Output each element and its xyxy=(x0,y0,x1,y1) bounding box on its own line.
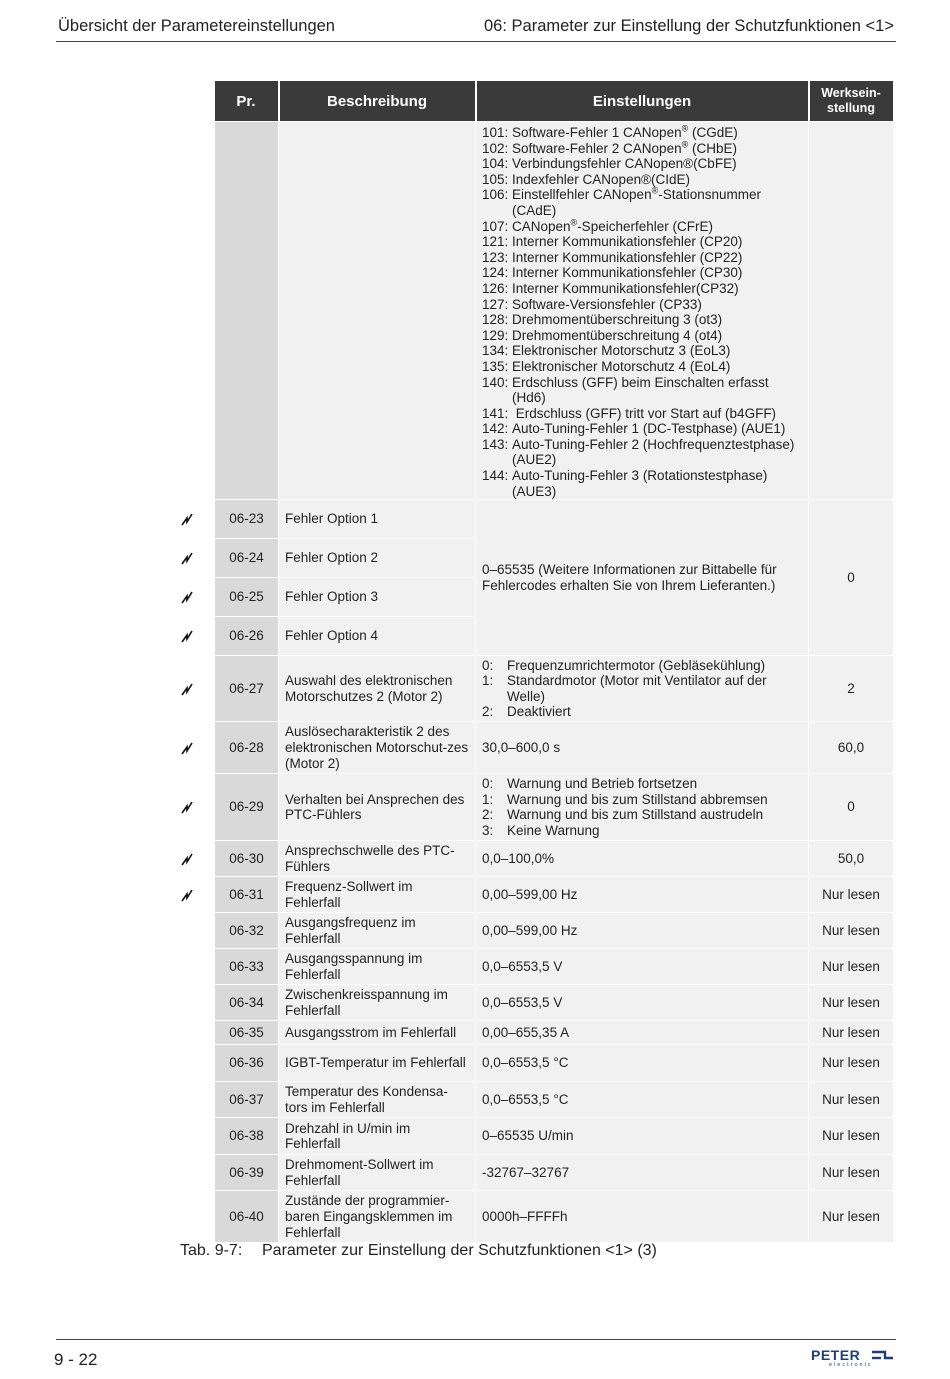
ws-cell: Nur lesen xyxy=(809,985,894,1021)
table-row xyxy=(215,1118,894,1155)
error-code-text xyxy=(512,468,802,499)
pr-cell xyxy=(215,985,279,1021)
pr-cell xyxy=(215,1155,279,1191)
error-code-text xyxy=(512,297,802,313)
desc-cell: Drehzahl in U/min im Fehlerfall xyxy=(279,1118,476,1155)
header-chapter-title: Übersicht der Parametereinstellungen xyxy=(58,17,335,35)
error-code-line xyxy=(482,297,802,313)
error-code-text-main: Verbindungsfehler CANopen®(CbFE) xyxy=(512,156,737,172)
pr-cell xyxy=(215,913,279,949)
pr-code: 06-36 xyxy=(229,1055,264,1071)
table-row xyxy=(215,1045,894,1082)
option-text: Warnung und bis zum Stillstand austrudeln xyxy=(507,807,764,823)
error-code-text-main: Drehmomentüberschreitung 3 (ot3) xyxy=(512,312,723,328)
error-code-number: 141: xyxy=(482,405,509,421)
error-code-text-main: Interner Kommunikationsfehler(CP32) xyxy=(512,280,739,296)
spark-icon xyxy=(179,851,195,867)
option-number: 0: xyxy=(482,776,494,792)
pr-cell xyxy=(215,949,279,985)
error-code-text xyxy=(512,281,802,297)
error-code-text-main: Auto-Tuning-Fehler 3 (Rotationstestphase) (AUE3) xyxy=(512,468,772,499)
error-code-number: 105: xyxy=(482,171,509,187)
error-code-text xyxy=(512,250,802,266)
table-row-error-codes xyxy=(215,122,894,500)
pr-code: 06-40 xyxy=(229,1208,264,1224)
spark-icon xyxy=(179,628,195,644)
error-code-line xyxy=(482,375,802,406)
ws-cell: 60,0 xyxy=(809,722,894,774)
error-code-list xyxy=(476,122,809,500)
settings-cell: 0,0–6553,5 V xyxy=(476,985,809,1021)
error-code-line xyxy=(482,250,802,266)
registered-mark: ® xyxy=(681,139,689,150)
error-code-line xyxy=(482,468,802,499)
error-code-text-suffix: (CHbE) xyxy=(688,140,737,156)
desc-cell: Ausgangsfrequenz im Fehlerfall xyxy=(279,913,476,949)
option-text: Warnung und Betrieb fortsetzen xyxy=(507,776,698,792)
header-section-title: 06: Parameter zur Einstellung der Schutzfunktionen <1> xyxy=(484,17,894,35)
desc-cell: Auswahl des elektronischen Motorschutzes 2 (Motor 2) xyxy=(279,656,476,722)
desc-cell: Frequenz-Sollwert im Fehlerfall xyxy=(279,877,476,913)
error-code-text xyxy=(512,343,802,359)
error-code-text xyxy=(512,312,802,328)
table-row xyxy=(215,656,894,722)
error-code-text xyxy=(512,265,802,281)
error-code-line xyxy=(482,312,802,328)
error-code-line xyxy=(482,125,802,141)
error-code-text-main: Auto-Tuning-Fehler 2 (Hochfrequenztestphase) (AUE2) xyxy=(512,436,799,468)
error-code-line xyxy=(482,156,802,172)
ws-cell-option-group: 0 xyxy=(809,500,894,656)
table-row xyxy=(215,722,894,774)
peter-electronic-logo xyxy=(811,1347,897,1369)
parameter-table xyxy=(214,81,895,1243)
error-code-text xyxy=(512,219,802,235)
desc-cell: Fehler Option 2 xyxy=(279,539,476,578)
error-code-line xyxy=(482,281,802,297)
desc-cell: Verhalten bei Ansprechen des PTC-Fühlers xyxy=(279,774,476,841)
desc-cell: Fehler Option 4 xyxy=(279,617,476,656)
pr-cell xyxy=(215,722,279,774)
pr-code: 06-37 xyxy=(229,1091,264,1107)
option-line xyxy=(482,658,802,674)
caption-text: Parameter zur Einstellung der Schutzfunktionen <1> (3) xyxy=(262,1242,657,1259)
desc-cell: Fehler Option 3 xyxy=(279,578,476,617)
settings-cell: 0000h–FFFFh xyxy=(476,1191,809,1243)
caption-number: Tab. 9-7: xyxy=(180,1242,243,1259)
settings-cell: 30,0–600,0 s xyxy=(476,722,809,774)
pr-cell xyxy=(215,1118,279,1155)
pr-code: 06-28 xyxy=(229,739,264,755)
logo-sub: electronic xyxy=(829,1362,873,1368)
error-code-text-main: CANopen xyxy=(512,218,571,234)
settings-cell: 0,00–599,00 Hz xyxy=(476,913,809,949)
registered-mark: ® xyxy=(570,217,578,228)
error-code-number: 127: xyxy=(482,296,509,312)
pr-code: 06-31 xyxy=(229,886,264,902)
pr-code: 06-38 xyxy=(229,1128,264,1144)
column-header-werkseinstellung xyxy=(809,81,894,122)
pr-code: 06-35 xyxy=(229,1024,264,1040)
table-row xyxy=(215,1155,894,1191)
settings-cell: -32767–32767 xyxy=(476,1155,809,1191)
error-code-number: 126: xyxy=(482,280,509,296)
error-code-line xyxy=(482,234,802,250)
error-code-text-suffix: -Stationsnummer (CAdE) xyxy=(512,187,762,218)
settings-cell: 0,0–6553,5 V xyxy=(476,949,809,985)
error-code-text-main: Einstellfehler CANopen xyxy=(512,187,652,203)
pr-code: 06-29 xyxy=(229,799,264,815)
error-code-text-main: Elektronischer Motorschutz 3 (EoL3) xyxy=(512,343,731,359)
table-row xyxy=(215,985,894,1021)
pr-code: 06-25 xyxy=(229,589,264,605)
error-code-line xyxy=(482,219,802,235)
column-header-pr: Pr. xyxy=(215,81,279,122)
error-code-text xyxy=(512,328,802,344)
error-code-number: 135: xyxy=(482,358,509,374)
error-code-text-main: Interner Kommunikationsfehler (CP30) xyxy=(512,265,743,281)
settings-cell xyxy=(476,656,809,722)
settings-cell: 0,0–6553,5 °C xyxy=(476,1045,809,1082)
footer-rule xyxy=(56,1339,896,1340)
error-code-text-main: Drehmomentüberschreitung 4 (ot4) xyxy=(512,327,723,343)
option-number: 2: xyxy=(482,807,494,823)
ws-cell: 50,0 xyxy=(809,841,894,877)
error-code-line xyxy=(482,172,802,188)
table-row xyxy=(215,500,894,539)
pr-code: 06-23 xyxy=(229,511,264,527)
error-code-text-suffix: (CGdE) xyxy=(688,125,738,140)
ws-cell: 2 xyxy=(809,656,894,722)
desc-cell: Ausgangsspannung im Fehlerfall xyxy=(279,949,476,985)
option-text: Frequenzumrichtermotor (Gebläsekühlung) xyxy=(507,657,766,673)
logo-mark-icon xyxy=(871,1350,895,1364)
option-text: Standardmotor (Motor mit Ventilator auf der Welle) xyxy=(507,673,767,704)
desc-cell: Ansprechschwelle des PTC-Fühlers xyxy=(279,841,476,877)
pr-cell xyxy=(215,1021,279,1045)
error-code-number: 121: xyxy=(482,234,509,250)
option-number: 1: xyxy=(482,673,494,689)
error-code-text-main: Software-Versionsfehler (CP33) xyxy=(512,296,702,312)
error-code-number: 140: xyxy=(482,374,509,390)
error-code-number: 124: xyxy=(482,265,509,281)
option-line xyxy=(482,776,802,792)
pr-cell xyxy=(215,500,279,539)
error-code-number: 144: xyxy=(482,468,509,484)
desc-cell: Auslösecharakteristik 2 des elektronischen Motorschut-zes (Motor 2) xyxy=(279,722,476,774)
pr-cell xyxy=(215,578,279,617)
desc-cell: Zustände der programmier-baren Eingangsklemmen im Fehlerfall xyxy=(279,1191,476,1243)
error-code-number: 102: xyxy=(482,140,509,156)
settings-cell: 0,0–100,0% xyxy=(476,841,809,877)
option-number: 3: xyxy=(482,822,494,838)
error-code-text xyxy=(512,359,802,375)
settings-cell-option-group: 0–65535 (Weitere Informationen zur Bittabelle für Fehlercodes erhalten Sie von Ihrem Lieferanten.) xyxy=(476,500,809,656)
error-code-number: 123: xyxy=(482,249,509,265)
error-code-text-main: Interner Kommunikationsfehler (CP20) xyxy=(512,234,743,250)
pr-code: 06-26 xyxy=(229,628,264,644)
pr-cell xyxy=(215,539,279,578)
table-row xyxy=(215,913,894,949)
error-code-text-suffix: -Speicherfehler (CFrE) xyxy=(577,218,713,234)
desc-cell: Fehler Option 1 xyxy=(279,500,476,539)
ws-cell: Nur lesen xyxy=(809,877,894,913)
error-code-line xyxy=(482,328,802,344)
spark-icon xyxy=(179,550,195,566)
ws-cell: Nur lesen xyxy=(809,1118,894,1155)
table-row xyxy=(215,877,894,913)
ws-cell: 0 xyxy=(809,774,894,841)
pr-code: 06-24 xyxy=(229,550,264,566)
option-line xyxy=(482,673,802,704)
ws-cell: Nur lesen xyxy=(809,949,894,985)
error-code-number: 106: xyxy=(482,187,509,203)
pr-cell xyxy=(215,877,279,913)
error-code-text-main: Interner Kommunikationsfehler (CP22) xyxy=(512,249,743,265)
table-row xyxy=(215,1191,894,1243)
table-row xyxy=(215,1021,894,1045)
error-code-number: 104: xyxy=(482,156,509,172)
pr-cell xyxy=(215,1045,279,1082)
desc-cell: Zwischenkreisspannung im Fehlerfall xyxy=(279,985,476,1021)
settings-cell: 0,00–599,00 Hz xyxy=(476,877,809,913)
pr-code: 06-33 xyxy=(229,958,264,974)
table-caption xyxy=(180,1242,657,1260)
error-code-text xyxy=(512,156,802,172)
spark-icon xyxy=(179,589,195,605)
table-row xyxy=(215,1082,894,1118)
registered-mark: ® xyxy=(681,123,689,134)
error-code-text xyxy=(512,437,802,468)
pr-cell xyxy=(215,656,279,722)
pr-cell xyxy=(215,841,279,877)
error-code-line xyxy=(482,343,802,359)
pr-code: 06-39 xyxy=(229,1164,264,1180)
settings-cell: 0–65535 U/min xyxy=(476,1118,809,1155)
table-header-row xyxy=(215,81,894,122)
table-row xyxy=(215,774,894,841)
column-header-einstellungen: Einstellungen xyxy=(476,81,809,122)
header-rule xyxy=(56,41,896,42)
error-code-number: 107: xyxy=(482,218,509,234)
settings-cell: 0,0–6553,5 °C xyxy=(476,1082,809,1118)
pr-code: 06-27 xyxy=(229,680,264,696)
spark-icon xyxy=(179,887,195,903)
ws-cell: Nur lesen xyxy=(809,1155,894,1191)
option-text: Warnung und bis zum Stillstand abbremsen xyxy=(507,791,768,807)
spark-icon xyxy=(179,681,195,697)
error-code-text xyxy=(512,421,802,437)
error-code-text xyxy=(512,141,802,157)
error-code-number: 134: xyxy=(482,343,509,359)
table-row xyxy=(215,949,894,985)
error-code-text-main: Software-Fehler 1 CANopen xyxy=(512,125,682,140)
option-number: 0: xyxy=(482,657,494,673)
option-number: 2: xyxy=(482,704,494,720)
pr-cell xyxy=(215,617,279,656)
error-code-text xyxy=(512,234,802,250)
column-header-beschreibung: Beschreibung xyxy=(279,81,476,122)
desc-cell xyxy=(279,122,476,500)
ws-cell: Nur lesen xyxy=(809,1082,894,1118)
desc-cell: IGBT-Temperatur im Fehlerfall xyxy=(279,1045,476,1082)
pr-cell xyxy=(215,1082,279,1118)
page-number: 9 - 22 xyxy=(54,1350,98,1369)
werkseinstellung-line1: Werksein- xyxy=(821,86,881,100)
ws-cell: Nur lesen xyxy=(809,913,894,949)
error-code-text xyxy=(512,375,802,406)
pr-cell xyxy=(215,122,279,500)
spark-icon xyxy=(179,511,195,527)
option-line xyxy=(482,823,802,839)
error-code-text xyxy=(512,187,802,218)
werkseinstellung-line2: stellung xyxy=(827,101,875,115)
error-code-text-main: Erdschluss (GFF) tritt vor Start auf (b4GFF) xyxy=(512,405,777,421)
desc-cell: Drehmoment-Sollwert im Fehlerfall xyxy=(279,1155,476,1191)
option-line xyxy=(482,807,802,823)
error-code-line xyxy=(482,406,802,422)
error-code-line xyxy=(482,187,802,218)
error-code-text xyxy=(512,406,802,422)
pr-cell xyxy=(215,774,279,841)
error-code-text-main: Software-Fehler 2 CANopen xyxy=(512,140,682,156)
desc-cell: Ausgangsstrom im Fehlerfall xyxy=(279,1021,476,1045)
error-code-number: 128: xyxy=(482,312,509,328)
settings-cell: 0,00–655,35 A xyxy=(476,1021,809,1045)
error-code-line xyxy=(482,265,802,281)
option-number: 1: xyxy=(482,791,494,807)
ws-cell: Nur lesen xyxy=(809,1021,894,1045)
ws-cell: Nur lesen xyxy=(809,1045,894,1082)
ws-cell xyxy=(809,122,894,500)
error-code-number: 101: xyxy=(482,125,509,140)
table-row xyxy=(215,841,894,877)
error-code-number: 143: xyxy=(482,436,509,452)
logo-brand: PETER xyxy=(811,1347,861,1363)
error-code-text-main: Erdschluss (GFF) beim Einschalten erfasst (Hd6) xyxy=(512,374,773,406)
option-line xyxy=(482,704,802,720)
error-code-text-main: Elektronischer Motorschutz 4 (EoL4) xyxy=(512,358,731,374)
spark-icon xyxy=(179,740,195,756)
error-code-line xyxy=(482,359,802,375)
error-code-number: 142: xyxy=(482,421,509,437)
settings-cell xyxy=(476,774,809,841)
error-code-text-main: Indexfehler CANopen®(CIdE) xyxy=(512,171,691,187)
pr-code: 06-30 xyxy=(229,850,264,866)
ws-cell: Nur lesen xyxy=(809,1191,894,1243)
error-code-text xyxy=(512,125,802,141)
option-text: Keine Warnung xyxy=(507,822,600,838)
option-text: Deaktiviert xyxy=(507,704,571,720)
pr-code: 06-34 xyxy=(229,994,264,1010)
pr-code: 06-32 xyxy=(229,922,264,938)
spark-icon xyxy=(179,799,195,815)
error-code-line xyxy=(482,141,802,157)
desc-cell: Temperatur des Kondensa-tors im Fehlerfall xyxy=(279,1082,476,1118)
pr-cell xyxy=(215,1191,279,1243)
error-code-line xyxy=(482,437,802,468)
error-code-text-main: Auto-Tuning-Fehler 1 (DC-Testphase) (AUE1) xyxy=(512,421,786,437)
error-code-line xyxy=(482,421,802,437)
error-code-number: 129: xyxy=(482,327,509,343)
option-line xyxy=(482,792,802,808)
registered-mark: ® xyxy=(651,185,659,196)
